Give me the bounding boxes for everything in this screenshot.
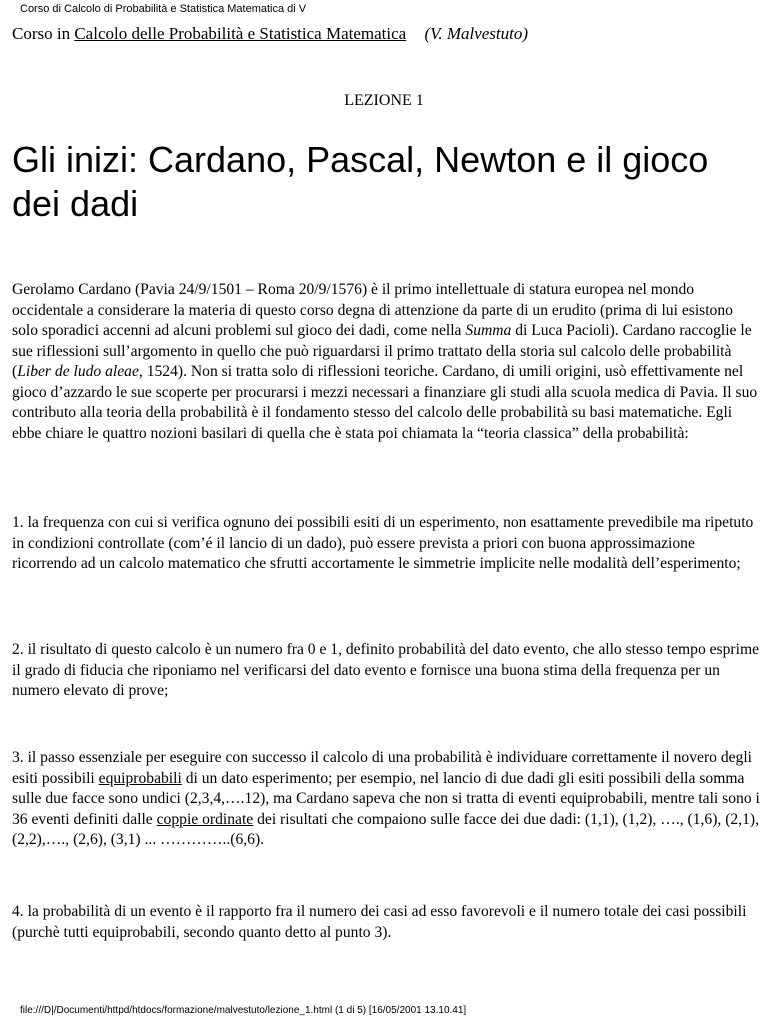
point-3 [12,748,760,851]
course-name-link[interactable]: Calcolo delle Probabilità e Statistica Matematica [74,24,407,43]
course-author: (V. Malvestuto) [424,24,529,43]
print-header: Corso di Calcolo di Probabilità e Statistica Matematica di V [20,3,307,15]
page-title: Gli inizi: Cardano, Pascal, Newton e il gioco dei dadi [12,139,709,224]
intro-text-3: , 1524). Non si tratta solo di riflessioni teoriche. Cardano, di umili origini, usò effettivamente nel gioco d’azzardo le sue scoperte per procurarsi i mezzi necessari a finanziare gli studi alla scuola medica di Pavia. Il suo contributo alla teoria della probabilità è il fondamento stesso del calcolo delle probabilità su basi matematiche. Egli ebbe chiare le quattro nozioni basilari di quella che è stata poi chiamata la “teoria classica” della probabilità: [12,363,758,442]
print-footer: file:///D|/Documenti/httpd/htdocs/formazione/malvestuto/lezione_1.html (1 di 5) [16/05/2001 13.10.41] [20,1005,467,1016]
point-3-text-a: 3. il passo essenziale per eseguire con successo il calcolo di una probabilità è individuare correttamente il novero degli esiti possibili [12,749,753,787]
equiprobabili-link[interactable]: equiprobabili [98,769,182,787]
coppie-ordinate-link[interactable]: coppie ordinate [156,810,254,828]
intro-text-1: Gerolamo Cardano (Pavia 24/9/1501 – Roma 20/9/1576) è il primo intellettuale di statura europea nel mondo occidentale a considerare la materia di questo corso degna di attenzione da parte di un erudito (prima di lui esistono solo sporadici accenni ad alcuni problemi sul gioco dei dadi, come nella [12,281,733,339]
point-4: 4. la probabilità di un evento è il rapporto fra il numero dei casi ad esso favorevoli e il numero totale dei casi possibili (purchè tutti equiprobabili, secondo quanto detto al punto 3). [12,903,747,941]
course-line [12,24,528,44]
course-prefix: Corso in [12,24,71,43]
point-3-text-b: di un dato esperimento; per esempio, nel lancio di due dadi gli esiti possibili della somma sulle due facce sono undici (2,3,4,….12), ma Cardano sapeva che non si tratta di eventi equiprobabili, mentre tali sono i 36 eventi definiti dalle [12,769,760,828]
point-1: 1. la frequenza con cui si verifica ognuno dei possibili esiti di un esperimento, non esattamente prevedibile ma ripetuto in condizioni controllate (com’é il lancio di un dado), può essere prevista a priori con buona approssimazione ricorrendo ad un calcolo matematico che sfrutti accortamente le simmetrie implicite nelle modalità dell’esperimento; [12,514,754,572]
point-2: 2. il risultato di questo calcolo è un numero fra 0 e 1, definito probabilità del dato evento, che allo stesso tempo esprime il grado di fiducia che riponiamo nel verificarsi del dato evento e fornisce una buona stima della frequenza per un numero elevato di prove; [12,641,759,699]
intro-paragraph [12,280,760,444]
point-3-text-c: dei risultati che compaiono sulle facce dei due dadi: (1,1), (1,2), …., (1,6), (2,1), (2,2),…., (2,6), (3,1) ... …………..(6,6). [12,810,759,848]
intro-text-2: di Luca Pacioli). Cardano raccoglie le sue riflessioni sull’argomento in quello che può riguardarsi il primo trattato della storia sul calcolo delle probabilità ( [12,322,752,380]
liber-title: Liber de ludo aleae [17,363,139,380]
summa-title: Summa [465,322,512,339]
lesson-label: LEZIONE 1 [344,92,424,109]
